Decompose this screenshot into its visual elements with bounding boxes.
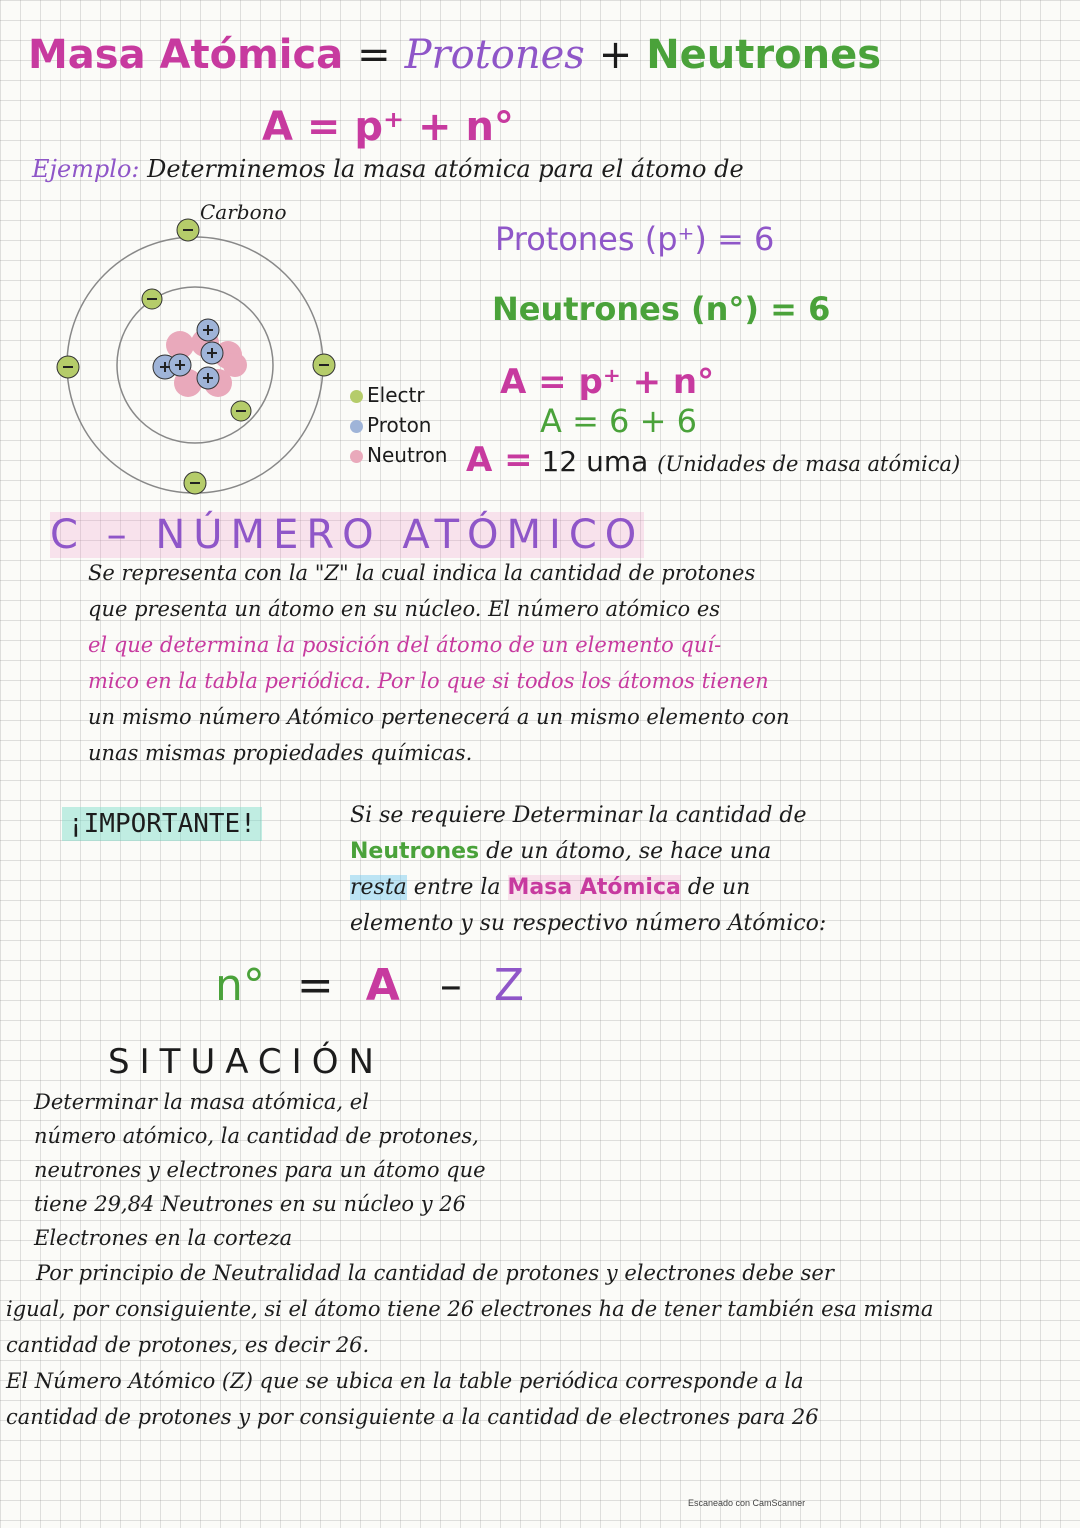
calc-result-lhs: A = (466, 440, 533, 480)
neutron-particle (223, 353, 247, 377)
calc-result-note: (Unidades de masa atómica) (657, 452, 961, 476)
electron-swatch (350, 390, 363, 403)
inner-orbit (117, 287, 273, 443)
section-c-line: Se representa con la "Z" la cual indica la cantidad de protones (88, 561, 756, 585)
carbon-atom-diagram (40, 215, 360, 505)
formula-a: A (365, 960, 400, 1011)
important-neutrones: Neutrones (350, 839, 480, 864)
scanner-watermark: Escaneado con CamScanner (688, 1498, 806, 1508)
nucleus (153, 319, 247, 397)
important-masa-atomica: Masa Atómica (507, 875, 681, 900)
title-masa-atomica: Masa Atómica (28, 32, 344, 78)
formula-eq: = (296, 960, 334, 1011)
calc-neutrons: Neutrones (n°) = 6 (492, 290, 831, 328)
situacion-line: neutrones y electrones para un átomo que (34, 1158, 486, 1182)
example-label: Ejemplo: (32, 155, 140, 183)
important-resta: resta (350, 875, 407, 900)
electrons (57, 219, 335, 494)
situacion-solution (6, 1255, 933, 1435)
situacion-line: Determinar la masa atómica, el (34, 1090, 369, 1114)
calc-result-line (466, 440, 960, 480)
atom-legend (350, 380, 447, 470)
solution-line: cantidad de protones, es decir 26. (6, 1333, 370, 1357)
section-c-body (88, 555, 790, 771)
title-neutrones: Neutrones (646, 32, 882, 78)
formula-neutrons (215, 960, 524, 1011)
situacion-heading: SITUACIÓN (108, 1042, 384, 1082)
solution-line: Por principio de Neutralidad la cantidad de protones y electrones debe ser (36, 1261, 834, 1285)
important-line-1: Si se requiere Determinar la cantidad de (350, 803, 807, 828)
legend-electron: Electr (350, 380, 447, 410)
title-protones: Protones (404, 32, 585, 78)
proton-swatch (350, 420, 363, 433)
situacion-line: Electrones en la corteza (34, 1226, 293, 1250)
important-line-4: elemento y su respectivo número Atómico: (350, 911, 827, 936)
formula-n: n° (215, 960, 265, 1011)
formula-minus: – (439, 960, 462, 1011)
important-line-3: resta entre la Masa Atómica de un (350, 875, 751, 900)
section-c-line: un mismo número Atómico pertenecerá a un mismo elemento con (88, 705, 790, 729)
example-text: Determinemos la masa atómica para el átomo de (147, 155, 744, 183)
situacion-line: tiene 29,84 Neutrones en su núcleo y 26 (34, 1192, 466, 1216)
important-badge: ¡IMPORTANTE! (62, 807, 262, 841)
section-c-line: unas mismas propiedades químicas. (88, 741, 473, 765)
section-c-line: que presenta un átomo en su núcleo. El número atómico es (88, 597, 721, 621)
formula-mass-text: A = p⁺ + n° (262, 104, 514, 150)
calc-result-value: 12 uma (541, 445, 649, 478)
legend-proton: Proton (350, 410, 447, 440)
formula-mass (262, 104, 514, 150)
situacion-line: número atómico, la cantidad de protones, (34, 1124, 479, 1148)
example-element: Carbono (200, 200, 287, 224)
solution-line: igual, por consiguiente, si el átomo tiene 26 electrones ha de tener también esa misma (6, 1297, 934, 1321)
outer-orbit (67, 237, 323, 493)
important-line-2: Neutrones de un átomo, se hace una (350, 839, 772, 864)
solution-line: El Número Atómico (Z) que se ubica en la table periódica corresponde a la (6, 1369, 804, 1393)
formula-z: Z (493, 960, 524, 1011)
example-line (32, 155, 744, 183)
calc-step2: A = 6 + 6 (540, 402, 697, 440)
calc-step1: A = p⁺ + n° (500, 362, 715, 402)
title-plus: + (598, 32, 633, 78)
legend-neutron: Neutron (350, 440, 447, 470)
page-title (28, 32, 881, 78)
important-body (350, 798, 826, 942)
title-equals: = (357, 32, 391, 78)
section-c-heading: C – NÚMERO ATÓMICO (50, 512, 645, 558)
neutron-swatch (350, 450, 363, 463)
situacion-problem (34, 1085, 486, 1255)
section-c-line: mico en la tabla periódica. Por lo que si todos los átomos tienen (88, 669, 769, 693)
calc-protons: Protones (p⁺) = 6 (495, 220, 775, 258)
section-c-line: el que determina la posición del átomo de un elemento quí- (88, 633, 722, 657)
solution-line: cantidad de protones y por consiguiente a la cantidad de electrones para 26 (6, 1405, 819, 1429)
